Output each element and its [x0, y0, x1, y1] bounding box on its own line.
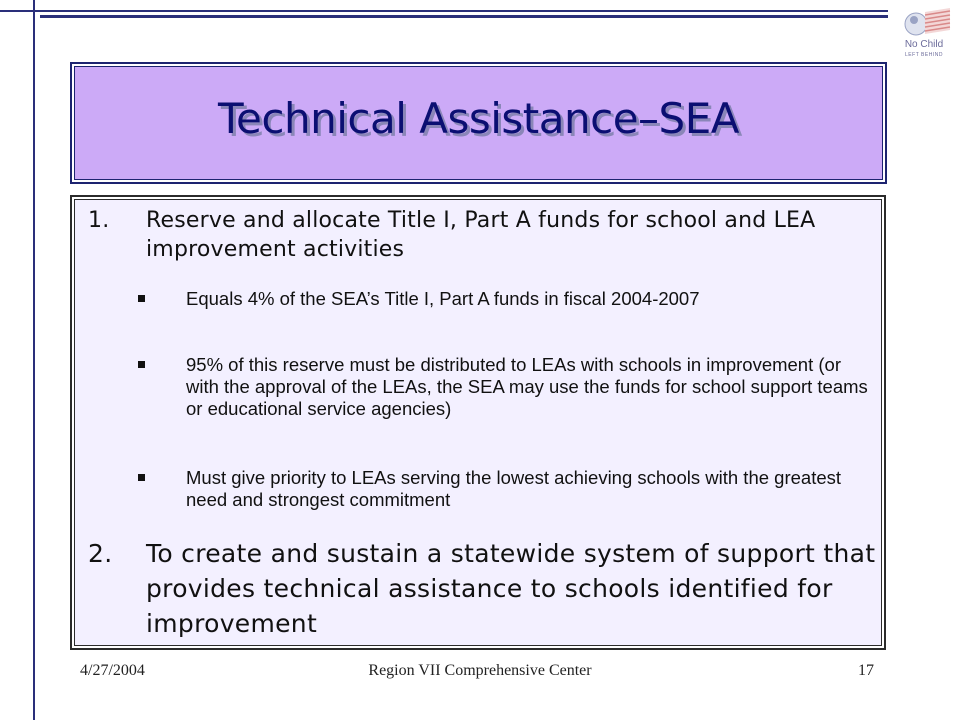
title-box — [70, 62, 887, 184]
frame-top-line-thick — [40, 15, 888, 18]
frame-top-line — [0, 10, 888, 12]
bullet-icon — [138, 361, 145, 368]
sub-item-text: Must give priority to LEAs serving the lowest achieving schools with the greatest need and strongest commitment — [186, 467, 842, 510]
item-number: 2. — [88, 539, 113, 568]
slide-title: Technical Assistance–SEA — [218, 94, 739, 143]
flag-icon — [894, 6, 954, 42]
footer-page-number: 17 — [858, 662, 874, 679]
logo-line1: No Child — [904, 39, 944, 50]
logo-line2: LEFT BEHIND — [905, 52, 943, 58]
bullet-icon — [138, 295, 145, 302]
item-number: 1. — [88, 208, 110, 233]
bullet-icon — [138, 474, 145, 481]
sub-item-text: Equals 4% of the SEA’s Title I, Part A funds in fiscal 2004-2007 — [186, 288, 700, 309]
footer-date: 4/27/2004 — [80, 662, 145, 679]
frame-vertical-line — [33, 0, 35, 720]
no-child-left-behind-logo — [894, 6, 954, 64]
item-text: Reserve and allocate Title I, Part A funds for school and LEA improvement activities — [146, 208, 816, 262]
sub-item-text: 95% of this reserve must be distributed to LEAs with schools in improvement (or with the approval of the LEAs, the SEA may use the funds for school support teams or educational service agencies) — [186, 354, 868, 419]
footer-title: Region VII Comprehensive Center — [368, 662, 592, 679]
item-text: To create and sustain a statewide system of support that provides technical assistance to schools identified for improvement — [146, 539, 876, 638]
